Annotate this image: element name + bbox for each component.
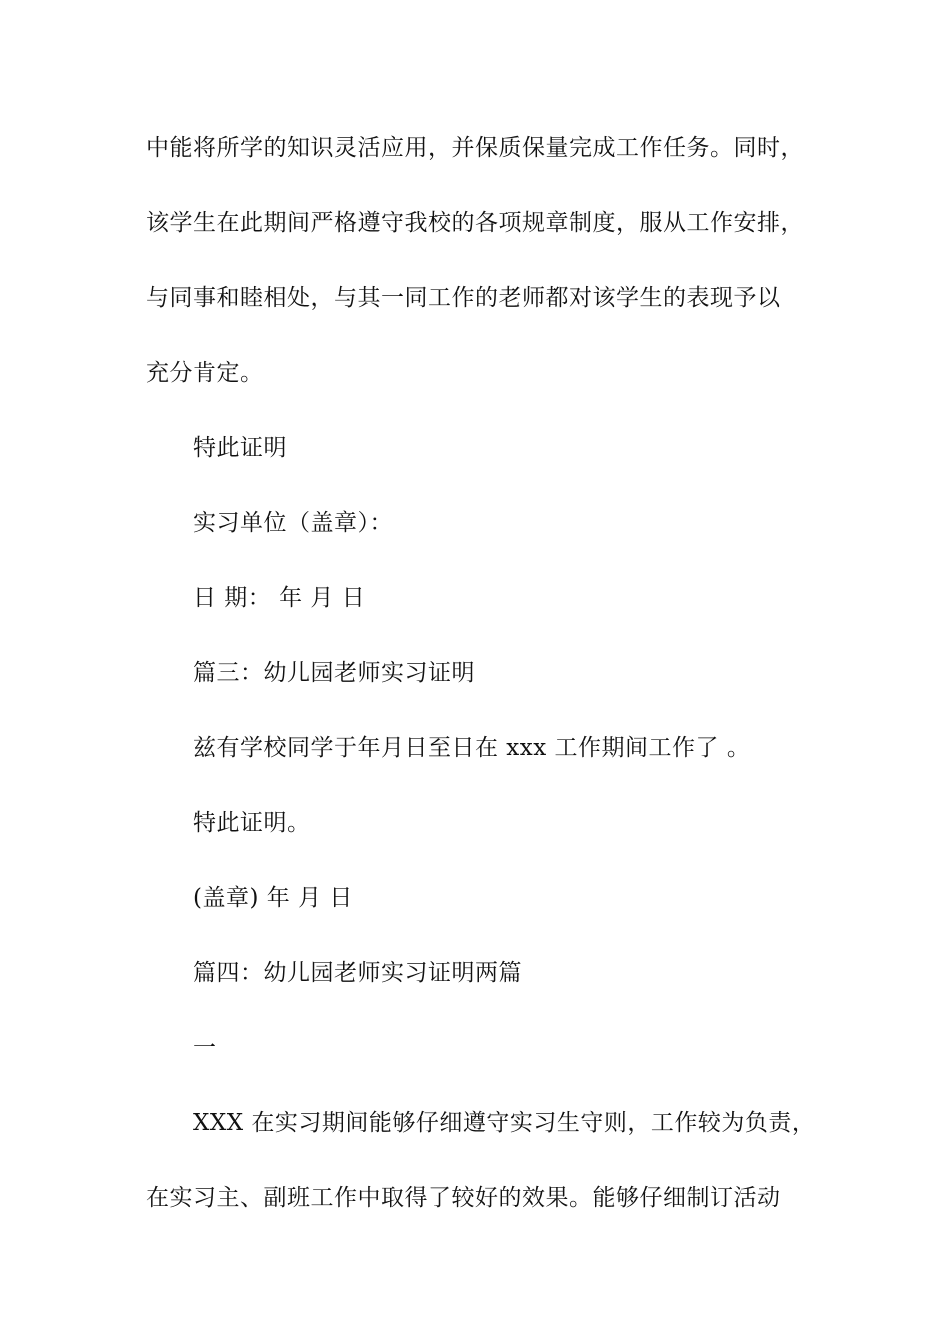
paragraph-line: 兹有学校同学于年月日至日在 xxx 工作期间工作了 。 [193, 735, 751, 761]
stamp-line: 实习单位（盖章）： [193, 510, 393, 536]
section-heading: 篇四：幼儿园老师实习证明两篇 [193, 960, 522, 986]
certification-line: 特此证明 [193, 435, 287, 461]
section-heading: 篇三：幼儿园老师实习证明 [193, 660, 475, 686]
certification-line: 特此证明。 [193, 810, 311, 836]
paragraph-line: 在实习主、副班工作中取得了较好的效果。能够仔细制订活动 [146, 1185, 781, 1211]
paragraph-line: XXX 在实习期间能够仔细遵守实习生守则，工作较为负责， [193, 1110, 816, 1136]
subsection-number: 一 [193, 1035, 217, 1061]
date-line: 日 期： 年 月 日 [193, 585, 366, 611]
stamp-date-line: (盖章) 年 月 日 [193, 885, 353, 911]
paragraph-line: 充分肯定。 [146, 360, 264, 386]
paragraph-line: 与同事和睦相处，与其一同工作的老师都对该学生的表现予以 [146, 285, 781, 311]
paragraph-line: 中能将所学的知识灵活应用，并保质保量完成工作任务。同时， [146, 135, 804, 161]
paragraph-line: 该学生在此期间严格遵守我校的各项规章制度，服从工作安排， [146, 210, 804, 236]
